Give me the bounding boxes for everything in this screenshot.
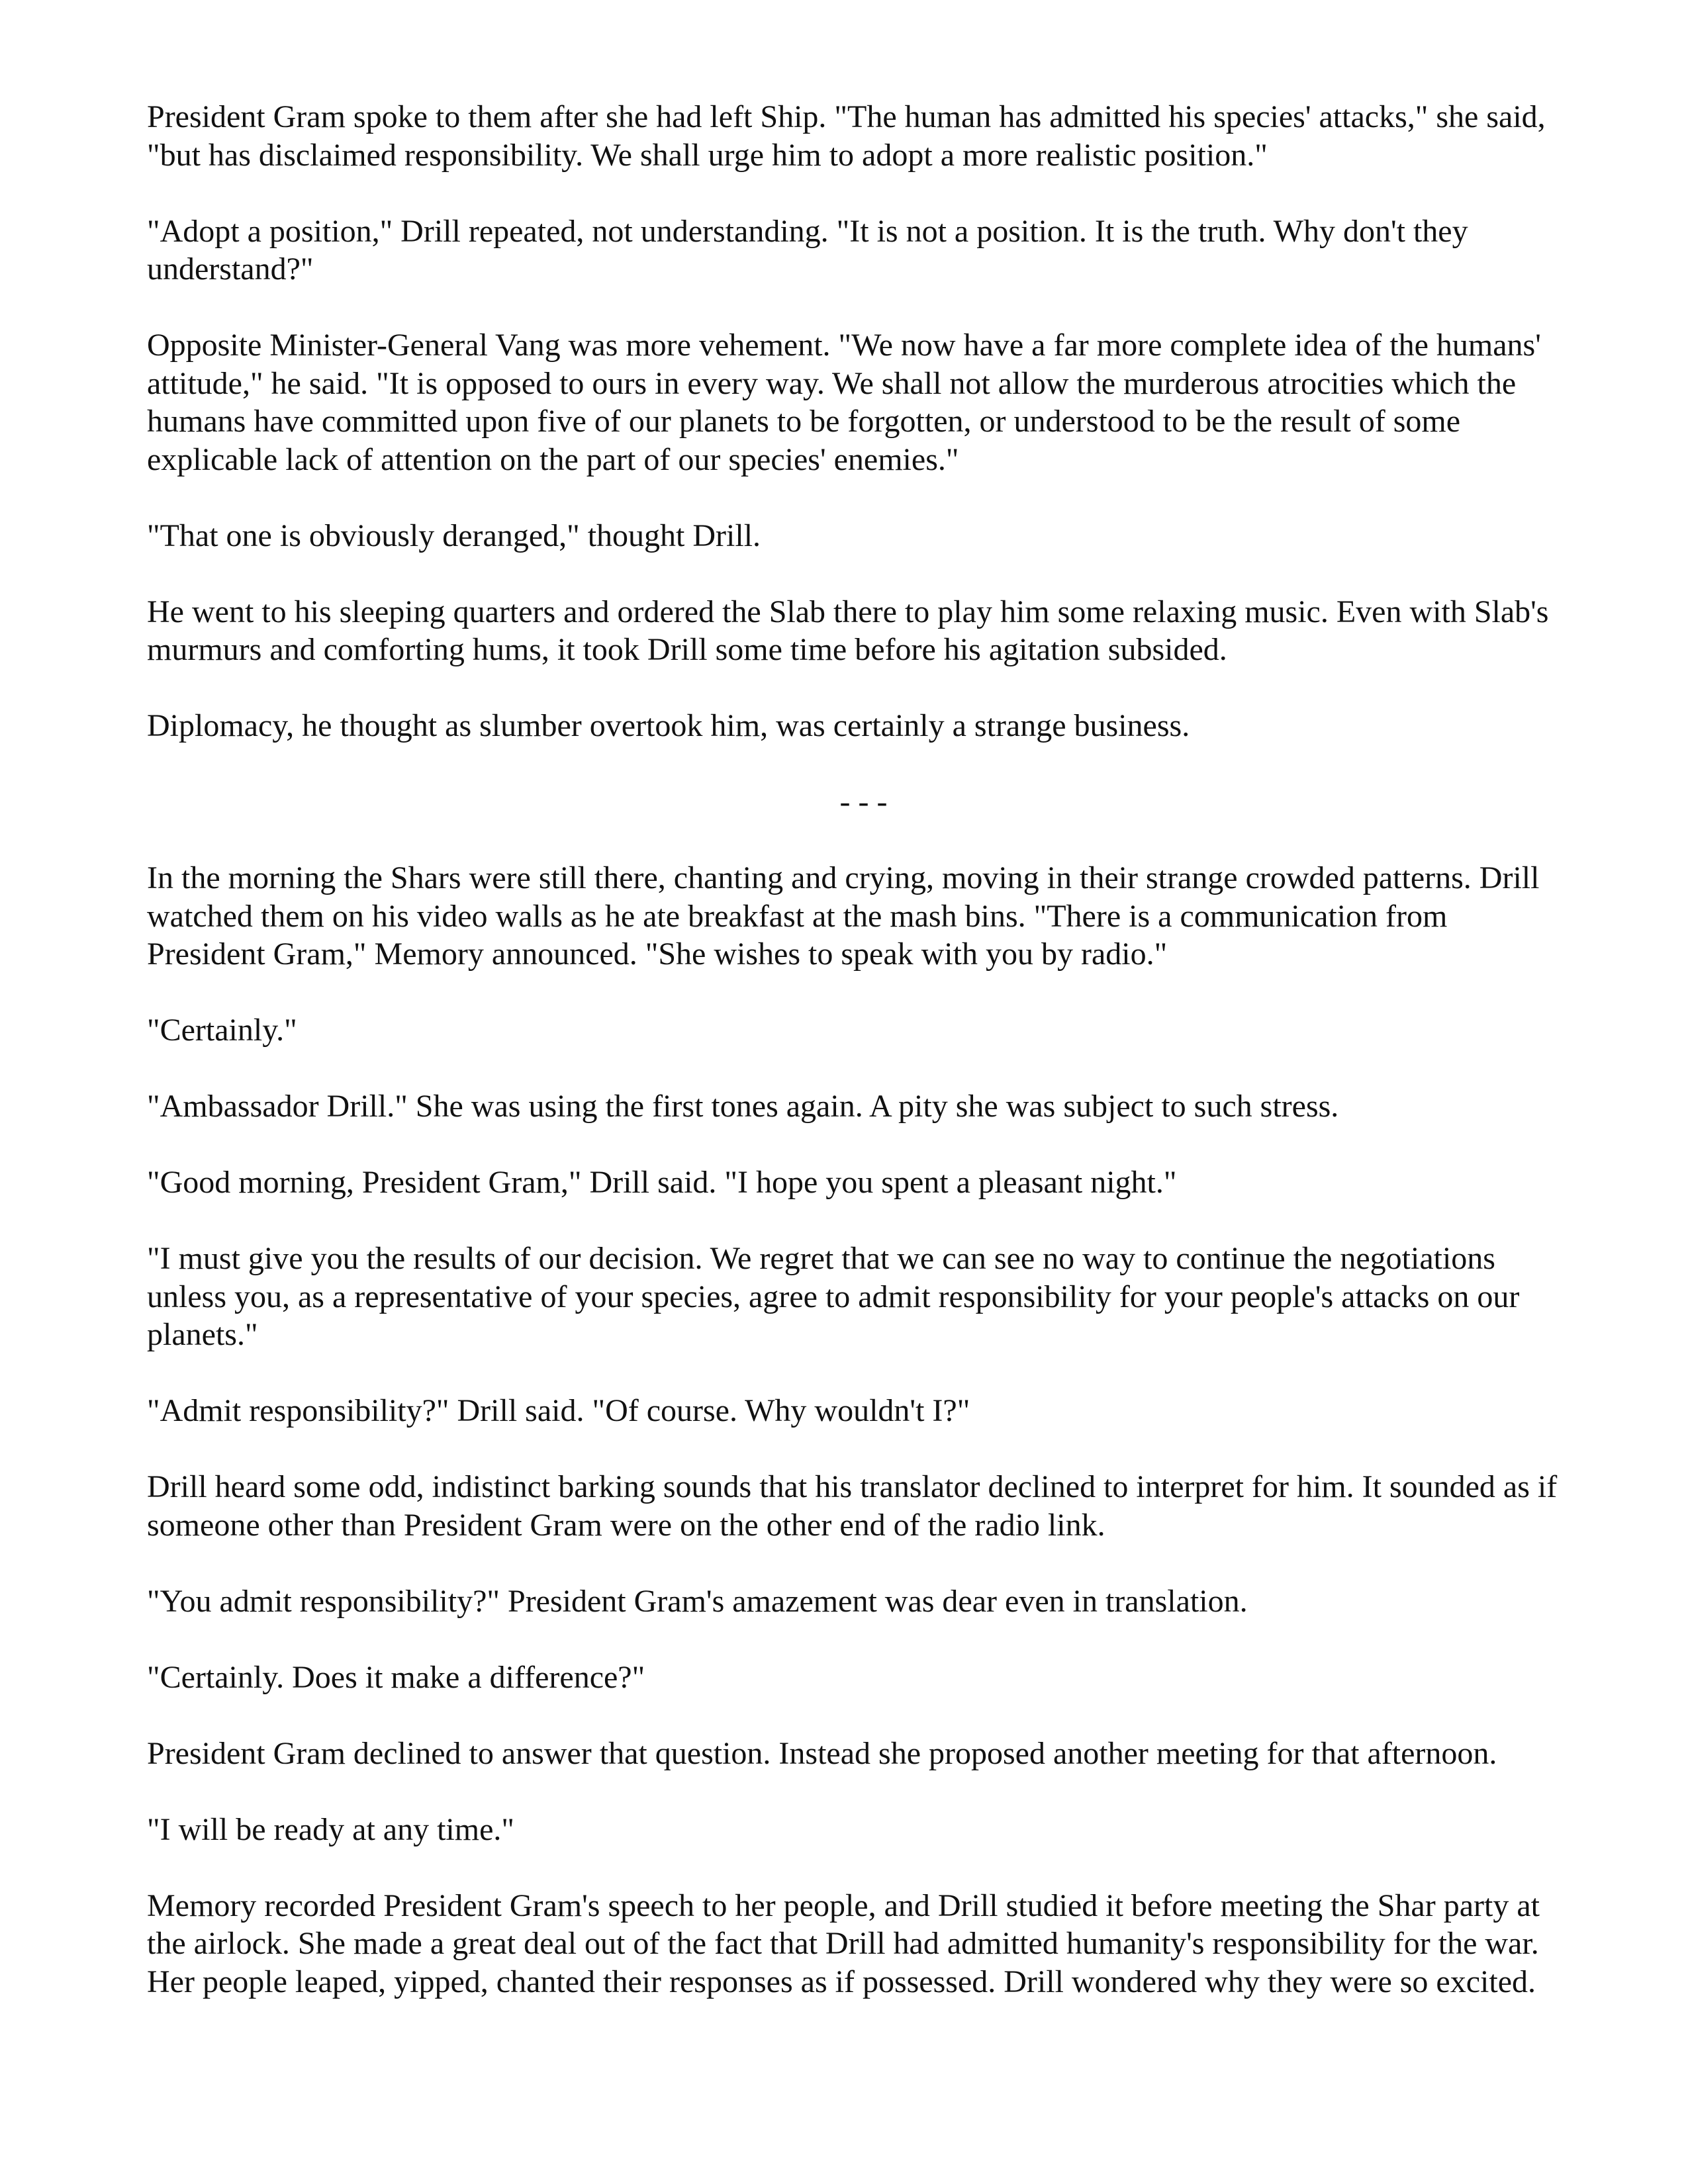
paragraph: Memory recorded President Gram's speech to her people, and Drill studied it before meeting the Shar party at the airlock. She made a great deal out of the fact that Drill had admitted humanity's responsibility for the war. Her people leaped, yipped, chanted their responses as if possessed. Drill wondered why they were so excited. bbox=[147, 1888, 1540, 1999]
paragraph: "Ambassador Drill." She was using the first tones again. A pity she was subject to such stress. bbox=[147, 1089, 1339, 1124]
paragraph: Drill heard some odd, indistinct barking sounds that his translator declined to interpret for him. It sounded as if someone other than President Gram were on the other end of the radio link. bbox=[147, 1469, 1558, 1543]
paragraph: "I will be ready at any time." bbox=[147, 1811, 514, 1847]
document-page bbox=[147, 98, 1570, 2039]
paragraph: Diplomacy, he thought as slumber overtook him, was certainly a strange business. bbox=[147, 708, 1190, 743]
paragraph: "Certainly. Does it make a difference?" bbox=[147, 1659, 645, 1695]
paragraph: "Good morning, President Gram," Drill said. "I hope you spent a pleasant night." bbox=[147, 1165, 1177, 1200]
paragraph: In the morning the Shars were still there, chanting and crying, moving in their strange crowded patterns. Drill watched them on his video walls as he ate breakfast at the mash bins. "There is a communication from President Gram," Memory announced. "She wishes to speak with you by radio." bbox=[147, 860, 1540, 972]
section-separator: - - - bbox=[839, 784, 888, 819]
paragraph: He went to his sleeping quarters and ordered the Slab there to play him some relaxing music. Even with Slab's murmurs and comforting hums, it took Drill some time before his agitation subsided. bbox=[147, 594, 1549, 667]
paragraph: "You admit responsibility?" President Gram's amazement was dear even in translation. bbox=[147, 1583, 1248, 1619]
paragraph: "That one is obviously deranged," thought Drill. bbox=[147, 518, 761, 553]
paragraph: "Certainly." bbox=[147, 1013, 297, 1048]
paragraph: President Gram declined to answer that question. Instead she proposed another meeting for that afternoon. bbox=[147, 1735, 1497, 1771]
paragraph: "Admit responsibility?" Drill said. "Of course. Why wouldn't I?" bbox=[147, 1393, 970, 1428]
paragraph: "Adopt a position," Drill repeated, not understanding. "It is not a position. It is the truth. Why don't they understand?" bbox=[147, 213, 1468, 287]
paragraph: President Gram spoke to them after she had left Ship. "The human has admitted his species' attacks," she said, "but has disclaimed responsibility. We shall urge him to adopt a more realistic position." bbox=[147, 99, 1546, 173]
paragraph: Opposite Minister-General Vang was more vehement. "We now have a far more complete idea of the humans' attitude," he said. "It is opposed to ours in every way. We shall not allow the murderous atrocities which the humans have committed upon five of our planets to be forgotten, or understood to be the result of some explicable lack of attention on the part of our species' enemies." bbox=[147, 328, 1541, 477]
paragraph: "I must give you the results of our decision. We regret that we can see no way to continue the negotiations unless you, as a representative of your species, agree to admit responsibility for your people's attacks on our planets." bbox=[147, 1241, 1520, 1352]
